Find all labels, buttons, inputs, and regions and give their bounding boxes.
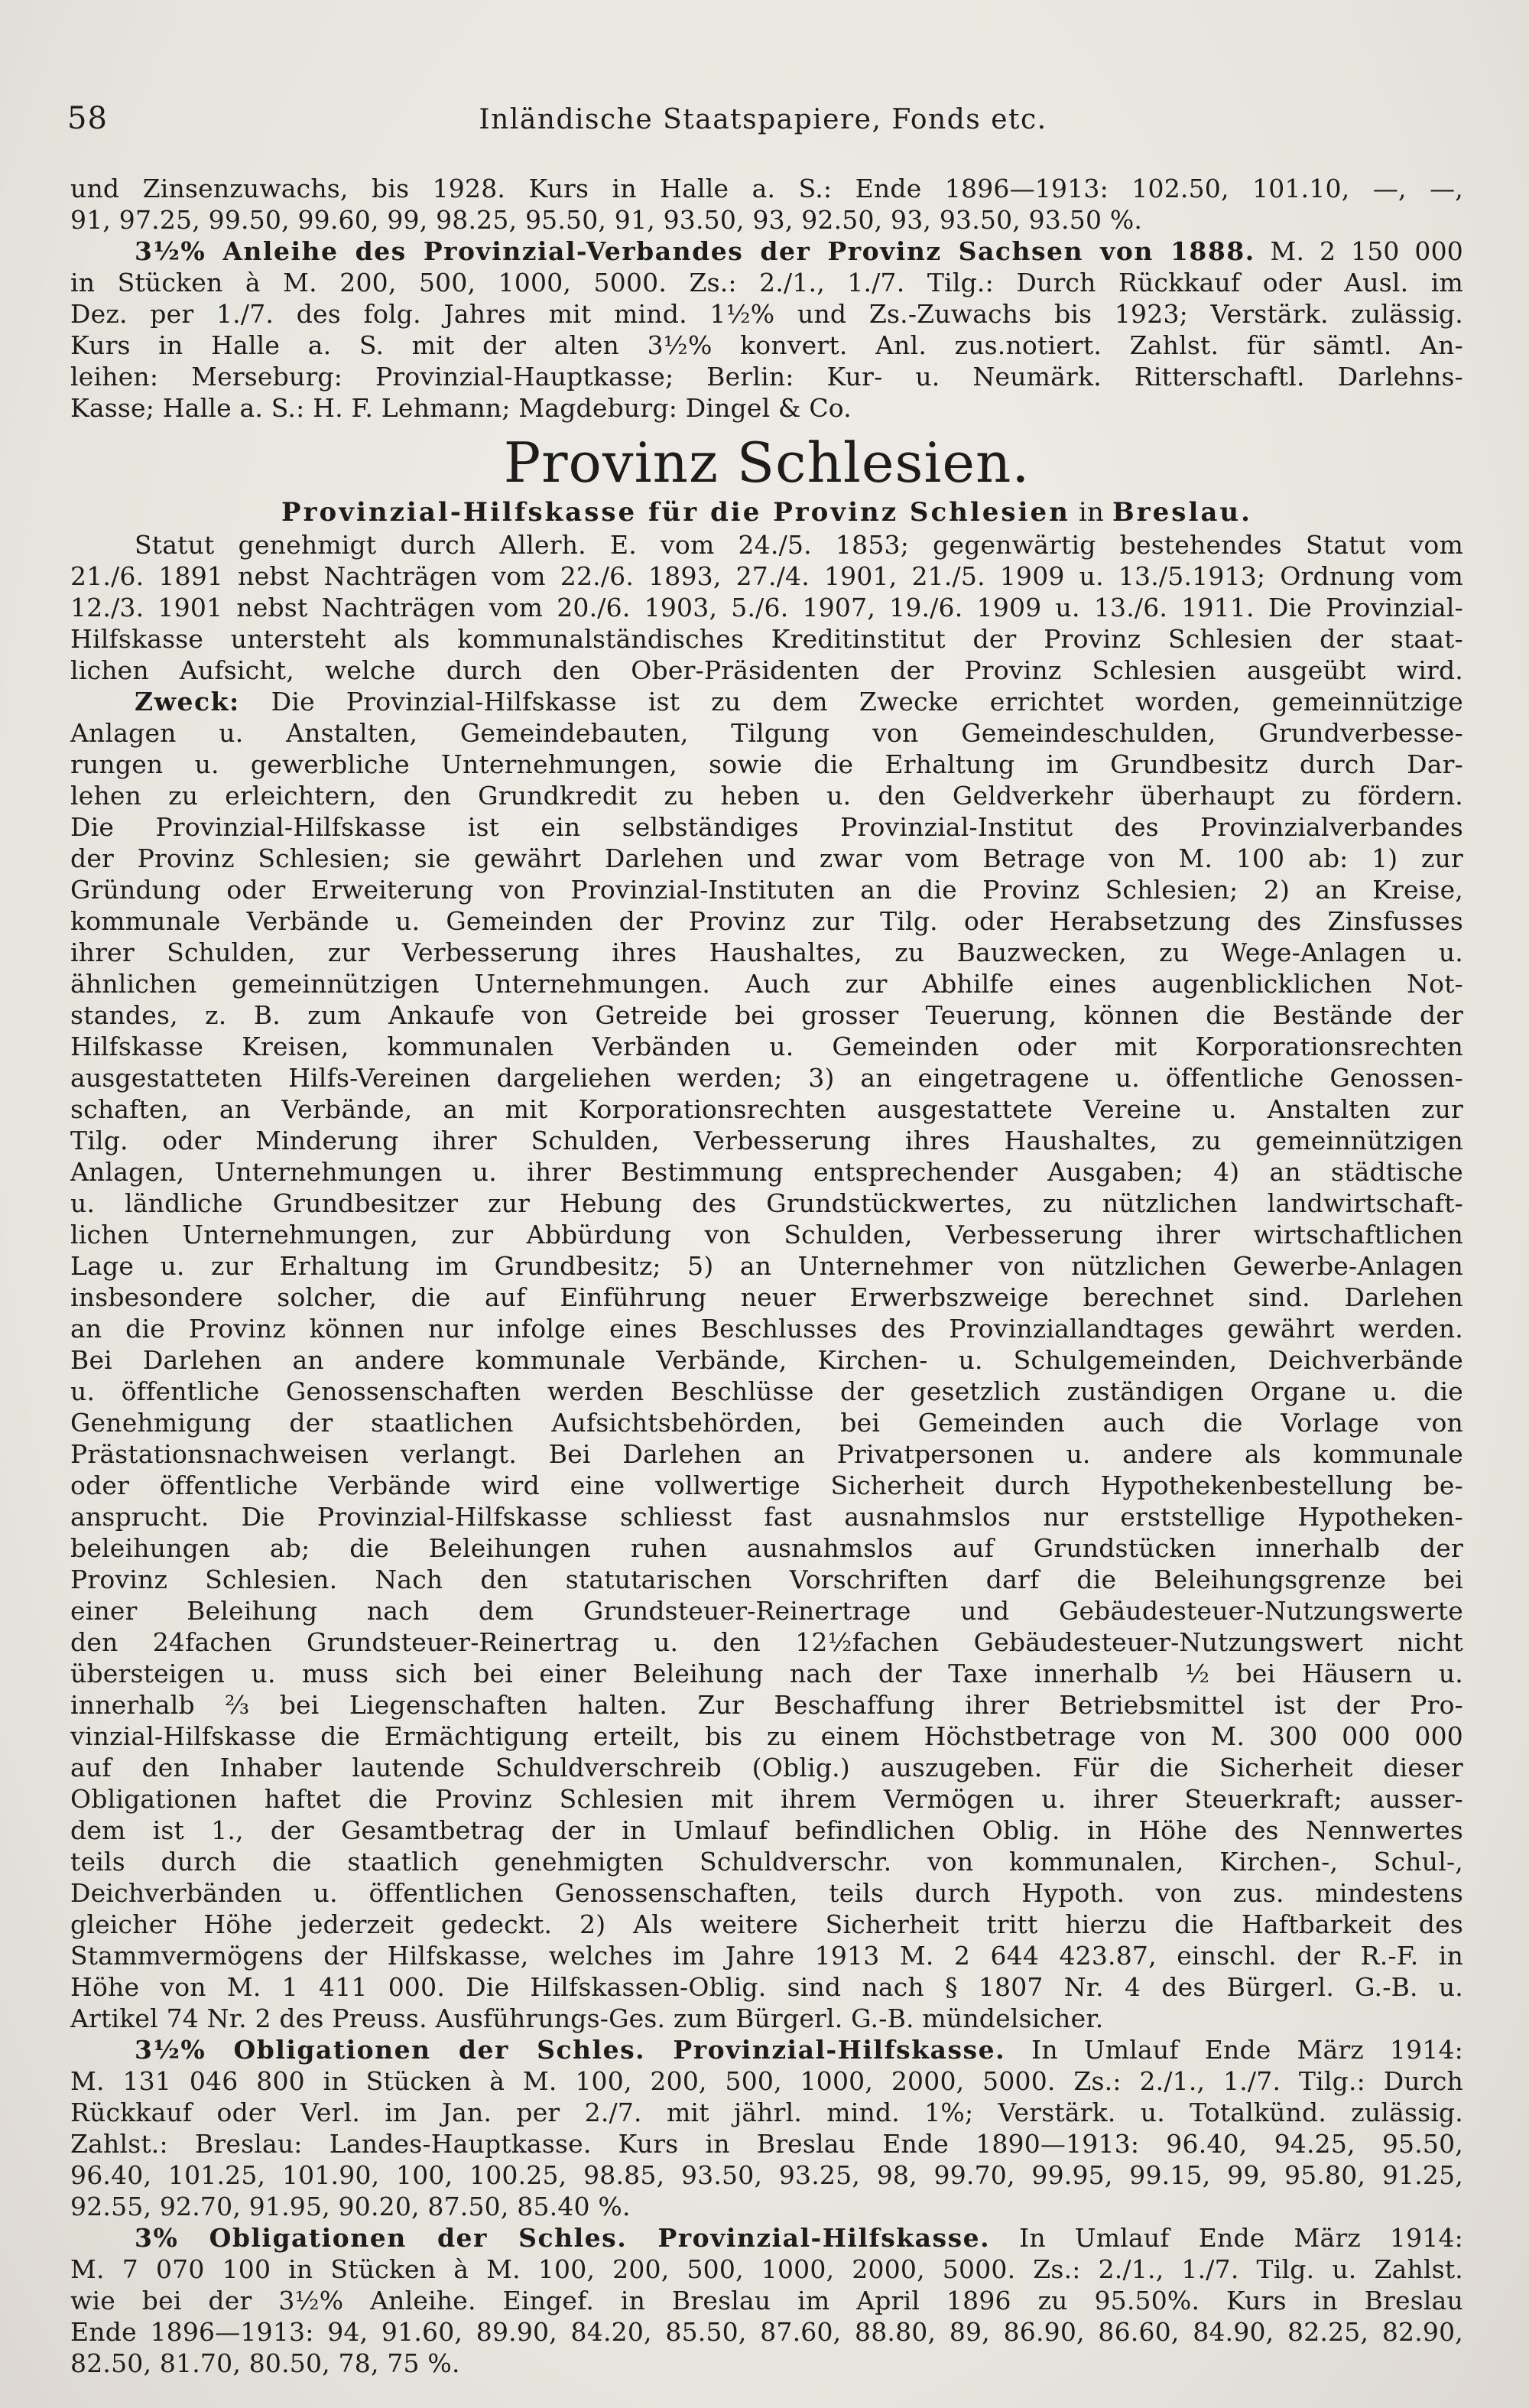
zweck-text: Die Provinzial-Hilfskasse ist zu dem Zwecke errichtet worden, gemeinnützige bbox=[239, 687, 1463, 717]
text-line: rungen u. gewerbliche Unternehmungen, sowie die Erhaltung im Grundbesitz durch Dar- bbox=[70, 749, 1463, 779]
text-line: Tilg. oder Minderung ihrer Schulden, Verbesserung ihres Haushaltes, zu gemeinnützigen bbox=[70, 1126, 1463, 1155]
text-line: Bei Darlehen an andere kommunale Verbände, Kirchen- u. Schulgemeinden, Deichverbände bbox=[70, 1345, 1463, 1375]
subtitle-in: in bbox=[1070, 497, 1113, 528]
text-line: einer Beleihung nach dem Grundsteuer-Reinertrage und Gebäudesteuer-Nutzungswerte bbox=[70, 1596, 1463, 1626]
text-line: u. öffentliche Genossenschaften werden Beschlüsse der gesetzlich zuständigen Organe u. die bbox=[70, 1376, 1463, 1406]
text-line: 82.50, 81.70, 80.50, 78, 75 %. bbox=[70, 2348, 460, 2378]
text-line: Stammvermögens der Hilfskasse, welches im Jahre 1913 M. 2 644 423.87, einschl. der R.-F. in bbox=[70, 1941, 1463, 1971]
text-line: 21./6. 1891 nebst Nachträgen vom 22./6. 1893, 27./4. 1901, 21./5. 1909 u. 13./5.1913; Ordnung vom bbox=[70, 561, 1463, 591]
running-head: Inländische Staatspapiere, Fonds etc. bbox=[479, 104, 1047, 135]
text-line: auf den Inhaber lautende Schuldverschreib (Oblig.) auszugeben. Für die Sicherheit dieser bbox=[70, 1753, 1463, 1782]
text-line: Hilfskasse Kreisen, kommunalen Verbänden u. Gemeinden oder mit Korporationsrechten bbox=[70, 1032, 1463, 1061]
text-line: Provinz Schlesien. Nach den statutarischen Vorschriften darf die Beleihungsgrenze bei bbox=[70, 1565, 1463, 1594]
text-line: Die Provinzial-Hilfskasse ist ein selbständiges Provinzial-Institut des Provinzialverbandes bbox=[70, 812, 1463, 842]
section-subtitle bbox=[70, 496, 1463, 529]
text-line: Anlagen, Unternehmungen u. ihrer Bestimmung entsprechender Ausgaben; 4) an städtische bbox=[70, 1157, 1463, 1187]
text-line: der Provinz Schlesien; sie gewährt Darlehen und zwar vom Betrage von M. 100 ab: 1) zur bbox=[70, 843, 1463, 873]
bond-heading-line bbox=[70, 2034, 1463, 2065]
institution-name: Provinzial-Hilfskasse für die Provinz Schlesien bbox=[281, 497, 1070, 528]
bond-circulation: In Umlauf Ende März 1914: bbox=[1005, 2035, 1463, 2065]
text-line: Prästationsnachweisen verlangt. Bei Darlehen an Privatpersonen u. andere als kommunale bbox=[70, 1439, 1463, 1469]
text-line: 96.40, 101.25, 101.90, 100, 100.25, 98.85, 93.50, 93.25, 98, 99.70, 99.95, 99.15, 99, 95.80, 91.25, bbox=[70, 2160, 1463, 2190]
text-line: Kurs in Halle a. S. mit der alten 3½% konvert. Anl. zus.notiert. Zahlst. für sämtl. An- bbox=[70, 330, 1463, 360]
text-line: 12./3. 1901 nebst Nachträgen vom 20./6. 1903, 5./6. 1907, 19./6. 1909 u. 13./6. 1911. Die Provinzial- bbox=[70, 593, 1463, 622]
text-line: ansprucht. Die Provinzial-Hilfskasse schliesst fast ausnahmslos nur erststellige Hypotheken- bbox=[70, 1502, 1463, 1532]
zweck-label: Zweck: bbox=[135, 687, 240, 717]
text-line: Deichverbänden u. öffentlichen Genossenschaften, teils durch Hypoth. von zus. mindestens bbox=[70, 1878, 1463, 1908]
text-line: 91, 97.25, 99.50, 99.60, 99, 98.25, 95.50, 91, 93.50, 93, 92.50, 93, 93.50, 93.50 %. bbox=[70, 205, 1143, 235]
text-line: leihen: Merseburg: Provinzial-Hauptkasse; Berlin: Kur- u. Neumärk. Ritterschaftl. Darlehns- bbox=[70, 362, 1463, 392]
text-line: schaften, an Verbände, an mit Korporationsrechten ausgestattete Vereine u. Anstalten zur bbox=[70, 1094, 1463, 1124]
text-line: an die Provinz können nur infolge eines Beschlusses des Provinziallandtages gewährt werden. bbox=[70, 1314, 1463, 1344]
loan-heading-line bbox=[70, 236, 1463, 267]
page-header bbox=[67, 101, 1459, 147]
text-line: Artikel 74 Nr. 2 des Preuss. Ausführungs-Ges. zum Bürgerl. G.-B. mündelsicher. bbox=[70, 2003, 1104, 2033]
text-line: dem ist 1., der Gesamtbetrag der in Umlauf befindlichen Oblig. in Höhe des Nennwertes bbox=[70, 1815, 1463, 1845]
text-line: oder öffentliche Verbände wird eine vollwertige Sicherheit durch Hypothekenbestellung be- bbox=[70, 1470, 1463, 1500]
zweck-heading-line bbox=[70, 686, 1463, 717]
text-line: übersteigen u. muss sich bei einer Beleihung nach der Taxe innerhalb ½ bei Häusern u. bbox=[70, 1659, 1463, 1688]
text-line: wie bei der 3½% Anleihe. Eingef. in Breslau im April 1896 zu 95.50%. Kurs in Breslau bbox=[70, 2286, 1463, 2315]
text-line: Dez. per 1./7. des folg. Jahres mit mind. 1½% und Zs.-Zuwachs bis 1923; Verstärk. zulässig. bbox=[70, 299, 1463, 329]
zweck-paragraph bbox=[70, 717, 1463, 2003]
text-line: und Zinsenzuwachs, bis 1928. Kurs in Halle a. S.: Ende 1896—1913: 102.50, 101.10, —, —, bbox=[70, 174, 1463, 203]
text-line: Obligationen haftet die Provinz Schlesien mit ihrem Vermögen u. ihrer Steuerkraft; ausser- bbox=[70, 1784, 1463, 1814]
text-line: kommunale Verbände u. Gemeinden der Provinz zur Tilg. oder Herabsetzung des Zinsfusses bbox=[70, 906, 1463, 936]
text-line: beleihungen ab; die Beleihungen ruhen ausnahmslos auf Grundstücken innerhalb der bbox=[70, 1533, 1463, 1563]
text-line: lichen Unternehmungen, zur Abbürdung von Schulden, Verbesserung ihrer wirtschaftlichen bbox=[70, 1220, 1463, 1249]
text-line: Kasse; Halle a. S.: H. F. Lehmann; Magdeburg: Dingel & Co. bbox=[70, 393, 852, 423]
text-line: Höhe von M. 1 411 000. Die Hilfskassen-Oblig. sind nach § 1807 Nr. 4 des Bürgerl. G.-B. u. bbox=[70, 1972, 1463, 2002]
text-line: M. 131 046 800 in Stücken à M. 100, 200, 500, 1000, 2000, 5000. Zs.: 2./1., 1./7. Tilg.: Durch bbox=[70, 2066, 1463, 2096]
text-line: lehen zu erleichtern, den Grundkredit zu heben u. den Geldverkehr überhaupt zu fördern. bbox=[70, 781, 1463, 811]
bond-circulation: In Umlauf Ende März 1914: bbox=[990, 2223, 1463, 2253]
bond-heading-3: 3% Obligationen der Schles. Provinzial-Hilfskasse. bbox=[135, 2223, 991, 2253]
text-line: Gründung oder Erweiterung von Provinzial-Instituten an die Provinz Schlesien; 2) an Kreise, bbox=[70, 875, 1463, 905]
text-line: Zahlst.: Breslau: Landes-Hauptkasse. Kurs in Breslau Ende 1890—1913: 96.40, 94.25, 95.50, bbox=[70, 2129, 1463, 2159]
text-line: ähnlichen gemeinnützigen Unternehmungen. Auch zur Abhilfe eines augenblicklichen Not- bbox=[70, 969, 1463, 999]
text-line: innerhalb ⅔ bei Liegenschaften halten. Zur Beschaffung ihrer Betriebsmittel ist der Pro- bbox=[70, 1690, 1463, 1720]
text-line: u. ländliche Grundbesitzer zur Hebung des Grundstückwertes, zu nützlichen landwirtschaft- bbox=[70, 1188, 1463, 1218]
text-line: lichen Aufsicht, welche durch den Ober-Präsidenten der Provinz Schlesien ausgeübt wird. bbox=[70, 655, 1463, 685]
institution-city: Breslau. bbox=[1112, 497, 1252, 528]
text-line: Ende 1896—1913: 94, 91.60, 89.90, 84.20, 85.50, 87.60, 88.80, 89, 86.90, 86.60, 84.90, 82.25, 82.90, bbox=[70, 2317, 1463, 2347]
text-line: den 24fachen Grundsteuer-Reinertrag u. den 12½fachen Gebäudesteuer-Nutzungswert nicht bbox=[70, 1627, 1463, 1657]
text-line: insbesondere solcher, die auf Einführung neuer Erwerbszweige berechnet sind. Darlehen bbox=[70, 1282, 1463, 1312]
text-line: Rückkauf oder Verl. im Jan. per 2./7. mit jährl. mind. 1%; Verstärk. u. Totalkünd. zulässig. bbox=[70, 2098, 1463, 2127]
text-line: in Stücken à M. 200, 500, 1000, 5000. Zs.: 2./1., 1./7. Tilg.: Durch Rückkauf oder Ausl. im bbox=[70, 268, 1463, 297]
text-line: 92.55, 92.70, 91.95, 90.20, 87.50, 85.40 %. bbox=[70, 2192, 631, 2221]
text-line: gleicher Höhe jederzeit gedeckt. 2) Als weitere Sicherheit tritt hierzu die Haftbarkeit des bbox=[70, 1909, 1463, 1939]
section-title: Provinz Schlesien. bbox=[503, 431, 1031, 495]
text-line: Anlagen u. Anstalten, Gemeindebauten, Tilgung von Gemeindeschulden, Grundverbesse- bbox=[70, 718, 1463, 748]
text-line: ausgestatteten Hilfs-Vereinen dargeliehen werden; 3) an eingetragene u. öffentliche Genossen- bbox=[70, 1063, 1463, 1093]
loan-heading-sachsen: 3½% Anleihe des Provinzial-Verbandes der Provinz Sachsen von 1888. bbox=[135, 236, 1255, 266]
text-line: Lage u. zur Erhaltung im Grundbesitz; 5) an Unternehmer von nützlichen Gewerbe-Anlagen bbox=[70, 1251, 1463, 1281]
text-line: teils durch die staatlich genehmigten Schuldverschr. von kommunalen, Kirchen-, Schul-, bbox=[70, 1847, 1463, 1877]
text-line: Statut genehmigt durch Allerh. E. vom 24./5. 1853; gegenwärtig bestehendes Statut vom bbox=[135, 530, 1463, 560]
page-body bbox=[70, 173, 1463, 2379]
text-line: vinzial-Hilfskasse die Ermächtigung erteilt, bis zu einem Höchstbetrage von M. 300 000 000 bbox=[70, 1721, 1463, 1751]
text-line: standes, z. B. zum Ankaufe von Getreide bei grosser Teuerung, können die Bestände der bbox=[70, 1000, 1463, 1030]
text-line: M. 7 070 100 in Stücken à M. 100, 200, 500, 1000, 2000, 5000. Zs.: 2./1., 1./7. Tilg. u. Zahlst. bbox=[70, 2254, 1463, 2284]
text-line: ihrer Schulden, zur Verbesserung ihres Haushaltes, zu Bauzwecken, zu Wege-Anlagen u. bbox=[70, 938, 1463, 967]
text-line: Hilfskasse untersteht als kommunalständisches Kreditinstitut der Provinz Schlesien der staat- bbox=[70, 624, 1463, 654]
bond-heading-line bbox=[70, 2222, 1463, 2254]
bond-heading-3-5: 3½% Obligationen der Schles. Provinzial-Hilfskasse. bbox=[135, 2035, 1006, 2065]
loan-amount: M. 2 150 000 bbox=[1255, 236, 1463, 266]
text-line: Genehmigung der staatlichen Aufsichtsbehörden, bei Gemeinden auch die Vorlage von bbox=[70, 1408, 1463, 1438]
page-number: 58 bbox=[67, 101, 108, 136]
